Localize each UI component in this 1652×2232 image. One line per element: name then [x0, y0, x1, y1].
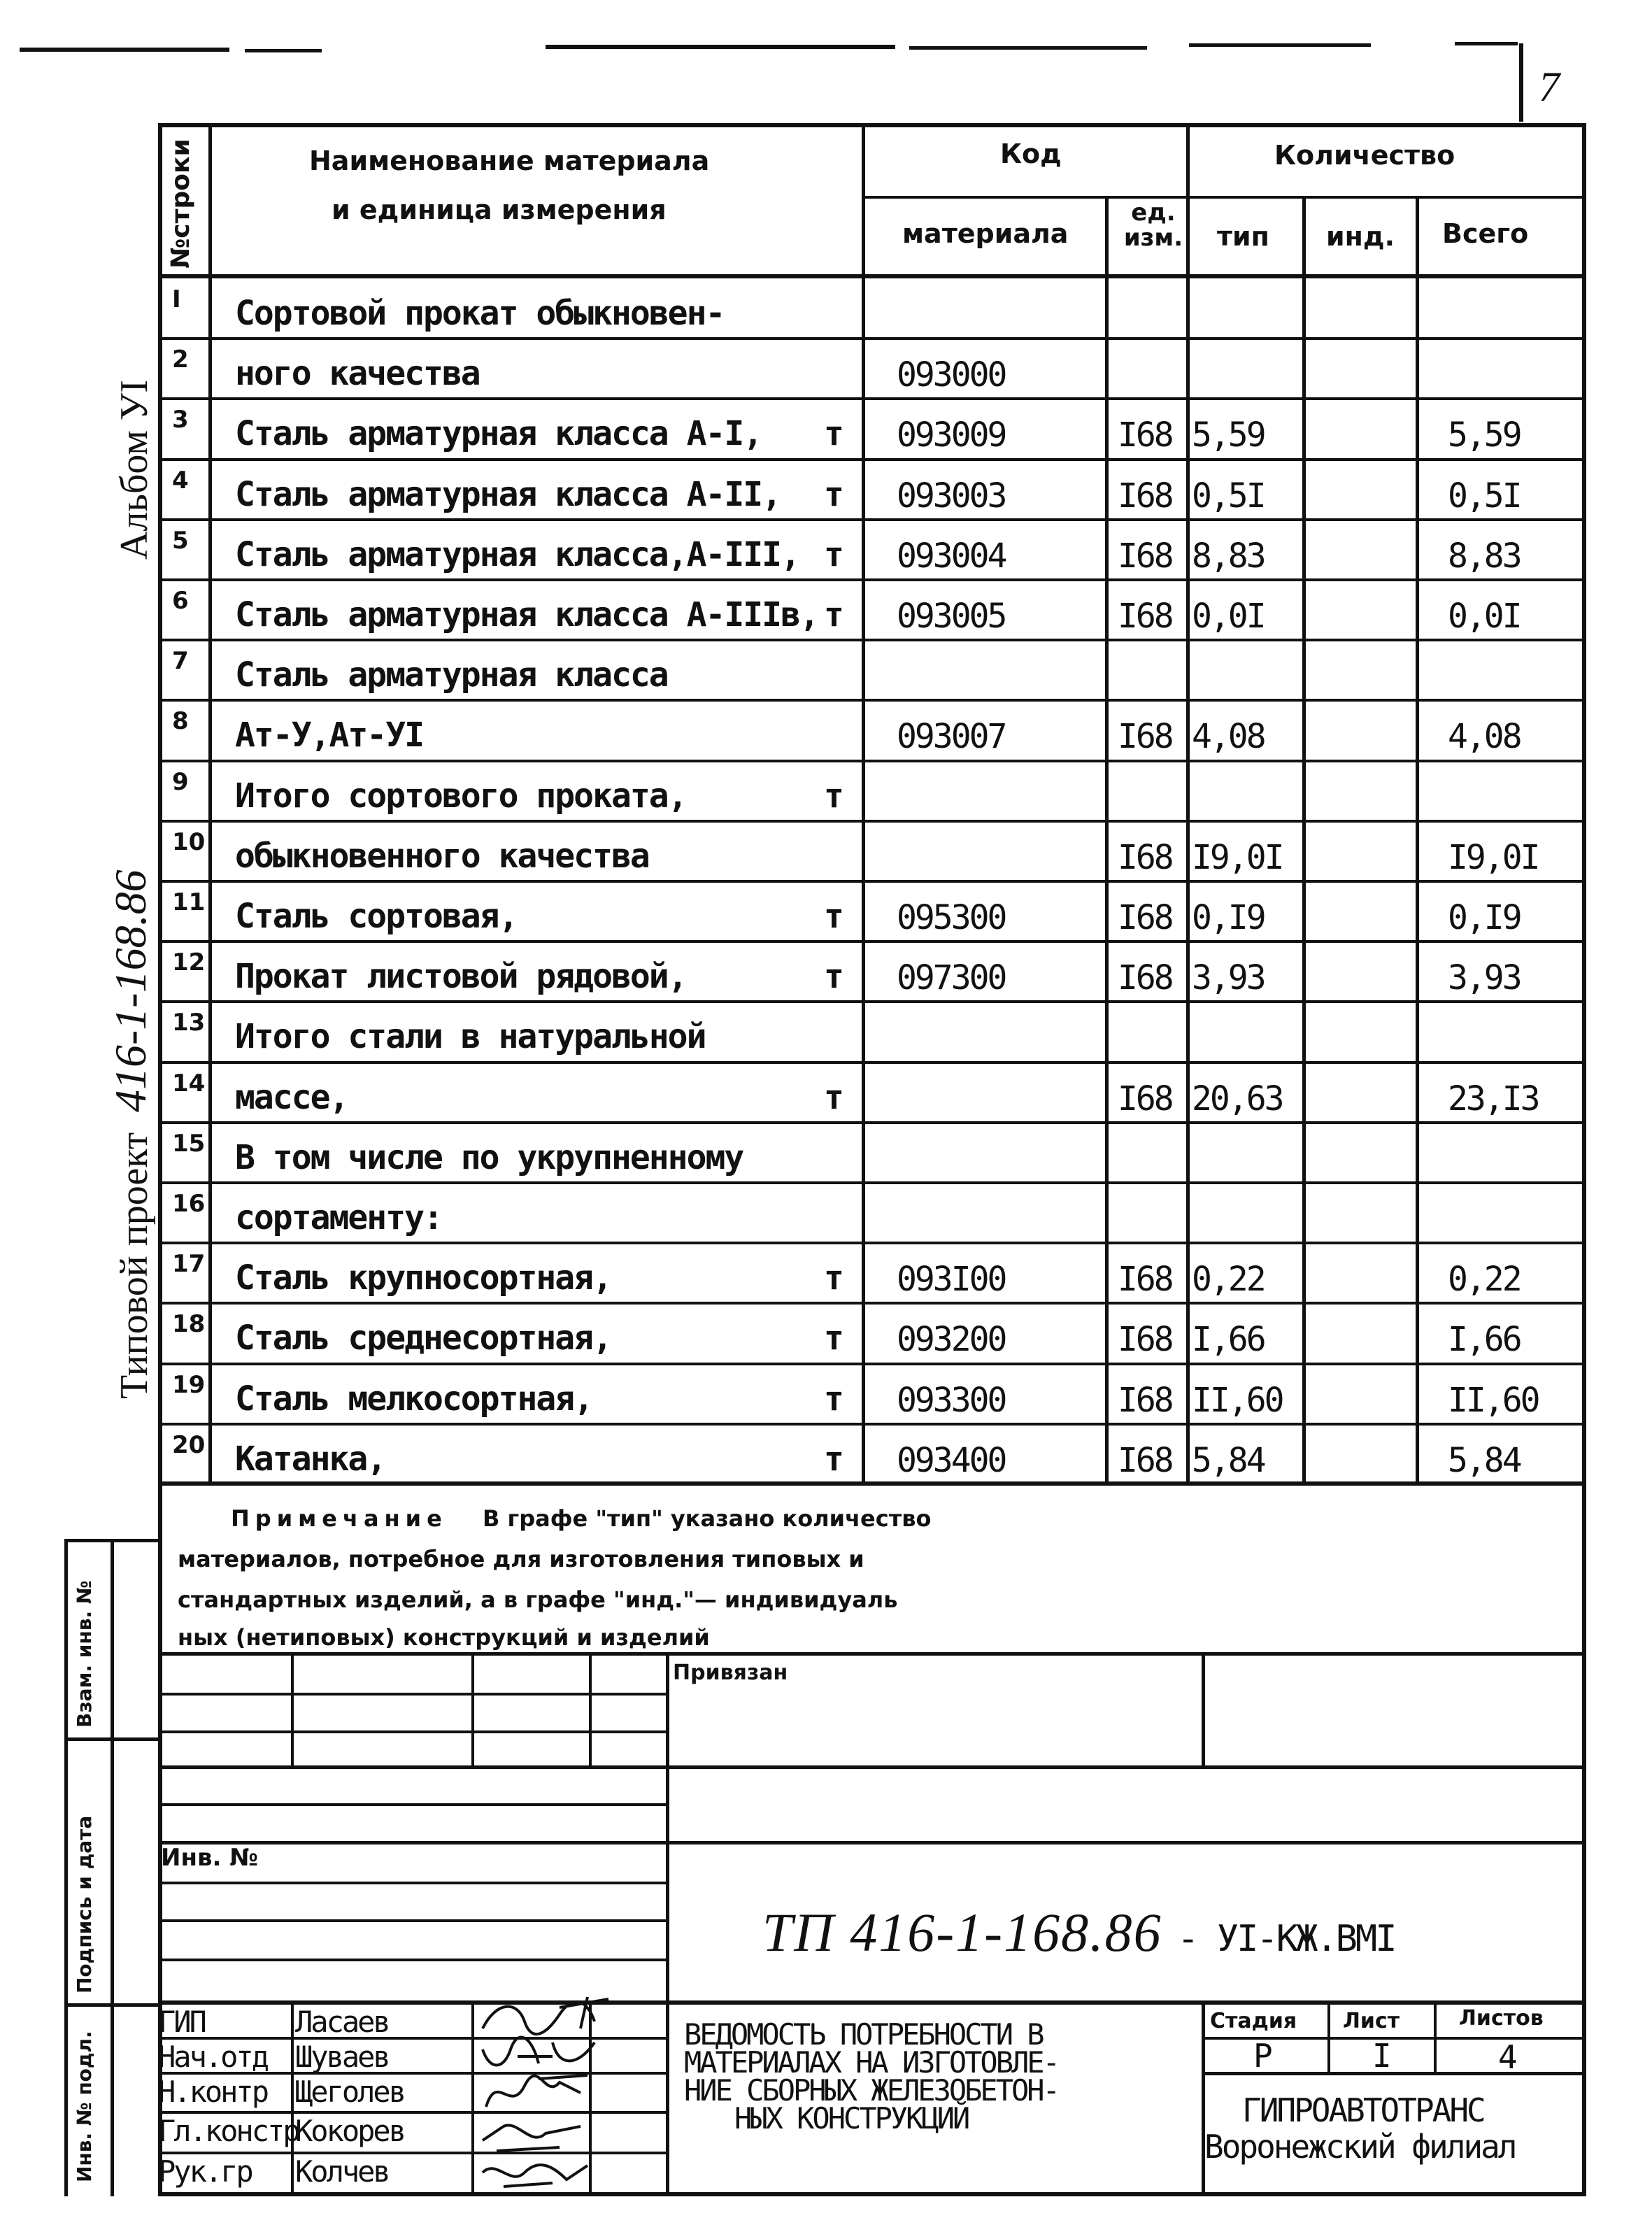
tb-line: [158, 1652, 1585, 1656]
header-type: тип: [1217, 221, 1269, 252]
top-dash: [20, 48, 229, 52]
row-unit-suffix: т: [824, 1078, 843, 1117]
row-unit-suffix: т: [824, 776, 843, 816]
top-dash: [1455, 42, 1518, 45]
header-total: Всего: [1442, 218, 1529, 249]
header-unit: ед. изм.: [1123, 199, 1183, 252]
table-bottom-border: [158, 2192, 1586, 2196]
table-top-border: [158, 123, 1585, 127]
signature-4: [476, 2112, 601, 2154]
top-dash: [546, 45, 895, 49]
stamp-vzam: Взам. инв. №: [73, 1580, 96, 1728]
staff-role: Гл.констр: [158, 2114, 299, 2148]
header-material: материала: [902, 218, 1069, 249]
row-name: обыкновенного качества: [235, 837, 649, 876]
top-dash: [909, 46, 1147, 50]
tb-vline: [471, 1652, 474, 1768]
row-total: 8,83: [1448, 536, 1521, 576]
sheet-value: I: [1372, 2037, 1392, 2075]
row-name: сортаменту:: [235, 1198, 442, 1237]
staff-name: Кокорев: [295, 2114, 405, 2148]
sheets-value: 4: [1498, 2038, 1518, 2076]
row-number: 20: [172, 1431, 206, 1459]
header-mid-line: [862, 196, 1585, 199]
typical-project-label: Типовой проект: [113, 1132, 156, 1399]
row-total: I,66: [1448, 1320, 1521, 1359]
row-number: 3: [172, 406, 189, 434]
row-number: 2: [172, 346, 189, 374]
staff-role: Н.контр: [158, 2075, 268, 2109]
row-code: 093005: [897, 597, 1006, 636]
row-number: 17: [172, 1250, 206, 1278]
stamp-inv-podl: Инв. № подл.: [73, 2031, 96, 2182]
row-type: 5,59: [1192, 415, 1265, 455]
row-unit-suffix: т: [824, 957, 843, 996]
top-dash: [1189, 43, 1371, 47]
signature-5: [476, 2152, 601, 2194]
tb-vline: [666, 1652, 669, 2195]
row-unit: I68: [1118, 898, 1172, 937]
row-line: [158, 880, 1585, 883]
staff-name: Шуваев: [295, 2040, 389, 2074]
row-number: 15: [172, 1130, 206, 1158]
row-type: I9,0I: [1192, 838, 1283, 877]
tb-vline: [1202, 1652, 1205, 1768]
tb-line: [158, 1730, 669, 1733]
row-line: [158, 337, 1585, 340]
row-name: Прокат листовой рядовой,: [235, 957, 687, 996]
tb-line: [158, 1481, 1585, 1486]
row-name: Сортовой прокат обыкновен-: [235, 294, 725, 333]
row-unit-suffix: т: [824, 414, 843, 453]
row-line: [158, 518, 1585, 521]
row-number: 16: [172, 1190, 206, 1218]
tb-line: [158, 1882, 669, 1884]
tb-line: [158, 1959, 669, 1961]
header-bottom-line: [158, 274, 1585, 278]
stamp-col-right: [111, 1539, 114, 2196]
row-name: Сталь арматурная класса А-I,: [235, 414, 762, 453]
row-number: 7: [172, 647, 189, 675]
row-line: [158, 397, 1585, 400]
note-line4: ных (нетиповых) конструкций и изделий: [178, 1624, 710, 1651]
row-unit: I68: [1118, 1441, 1172, 1480]
row-type: 0,22: [1192, 1260, 1265, 1299]
note-line1: В графе "тип" указано количество: [483, 1505, 932, 1532]
note-line2: материалов, потребное для изготовления типовых и: [178, 1546, 864, 1572]
row-unit-suffix: т: [824, 535, 843, 574]
stamp-top: [64, 1539, 162, 1542]
row-unit: I68: [1118, 838, 1172, 877]
page-number-box: [1519, 43, 1523, 122]
row-line: [158, 1061, 1585, 1064]
project-label: 416-1-168.86: [106, 869, 155, 1112]
signature-3: [476, 2072, 601, 2114]
doc-code-part1: ТП 416-1-168.86: [762, 1902, 1162, 1963]
col-line-ind: [1416, 197, 1419, 1483]
row-unit: I68: [1118, 536, 1172, 576]
stage-label: Стадия: [1210, 2009, 1297, 2033]
header-name-line1: Наименование материала: [309, 145, 710, 176]
row-type: 3,93: [1192, 958, 1265, 997]
row-number: 13: [172, 1009, 206, 1037]
row-unit: I68: [1118, 476, 1172, 516]
note-line3: стандартных изделий, а в графе "инд."— индивидуаль: [178, 1586, 898, 1613]
tb-vline: [1327, 2000, 1330, 2073]
header-quantity: Количество: [1274, 140, 1455, 171]
row-total: 4,08: [1448, 717, 1521, 756]
row-type: 20,63: [1192, 1079, 1283, 1118]
row-type: 0,5I: [1192, 476, 1265, 516]
tb-line: [158, 1919, 669, 1922]
row-unit: I68: [1118, 597, 1172, 636]
row-type: 0,I9: [1192, 898, 1265, 937]
row-type: 0,0I: [1192, 597, 1265, 636]
header-name-line2: и единица измерения: [332, 194, 667, 225]
inv-no-label: Инв. №: [161, 1844, 259, 1872]
org-line1: ГИПРОАВТОТРАНС: [1242, 2091, 1484, 2129]
row-code: 093400: [897, 1441, 1006, 1480]
row-name: Сталь сортовая,: [235, 897, 518, 936]
tb-line: [158, 1765, 1585, 1769]
row-type: I,66: [1192, 1320, 1265, 1359]
row-number: 18: [172, 1310, 206, 1338]
row-unit: I68: [1118, 1320, 1172, 1359]
tb-vline: [291, 1652, 294, 1768]
staff-name: Колчев: [295, 2154, 389, 2189]
row-unit: I68: [1118, 1381, 1172, 1420]
row-total: 0,I9: [1448, 898, 1521, 937]
row-name: Сталь среднесортная,: [235, 1318, 611, 1358]
row-unit: I68: [1118, 958, 1172, 997]
row-name: Сталь мелкосортная,: [235, 1379, 593, 1419]
row-name: Катанка,: [235, 1440, 386, 1479]
org-line2: Воронежский филиал: [1204, 2128, 1516, 2166]
doc-title-line1: ВЕДОМОСТЬ ПОТРЕБНОСТИ В: [684, 2017, 1043, 2052]
row-total: 5,84: [1448, 1441, 1521, 1480]
tb-vline: [1434, 2000, 1437, 2073]
row-number: 5: [172, 527, 189, 555]
row-unit: I68: [1118, 415, 1172, 455]
sheets-label: Листов: [1459, 2006, 1544, 2031]
note-title: Примечание: [231, 1505, 448, 1532]
row-total: 0,0I: [1448, 597, 1521, 636]
row-line: [158, 1121, 1585, 1124]
row-name: Сталь крупносортная,: [235, 1258, 611, 1298]
row-code: 093I00: [897, 1260, 1006, 1299]
row-unit-suffix: т: [824, 595, 843, 634]
row-unit-suffix: т: [824, 475, 843, 514]
col-line-type: [1302, 197, 1306, 1483]
row-code: 093000: [897, 355, 1006, 394]
row-code: 093300: [897, 1381, 1006, 1420]
top-dash: [245, 49, 322, 52]
row-type: 4,08: [1192, 717, 1265, 756]
stamp-div1: [64, 1737, 162, 1741]
row-code: 095300: [897, 898, 1006, 937]
tb-line: [158, 1803, 669, 1806]
header-row-no: №строки: [166, 138, 195, 269]
row-line: [158, 458, 1585, 461]
row-code: 093007: [897, 717, 1006, 756]
row-total: 0,22: [1448, 1260, 1521, 1299]
row-number: 11: [172, 888, 206, 916]
row-line: [158, 1302, 1585, 1305]
tb-vline: [589, 1652, 592, 1768]
row-code: 097300: [897, 958, 1006, 997]
row-number: 8: [172, 707, 189, 735]
signature-2: [476, 2035, 601, 2077]
row-total: 5,59: [1448, 415, 1521, 455]
col-line-rowno: [208, 123, 212, 1483]
row-number: 4: [172, 467, 189, 495]
staff-role: ГИП: [158, 2005, 205, 2039]
header-ind: инд.: [1326, 221, 1395, 252]
staff-role: Рук.гр: [158, 2154, 252, 2189]
staff-name: Ласаев: [295, 2005, 389, 2039]
row-name: ного качества: [235, 354, 480, 393]
tb-line: [158, 1693, 669, 1696]
row-name: Итого сортового проката,: [235, 776, 687, 816]
row-unit-suffix: т: [824, 897, 843, 936]
row-name: Сталь арматурная класса: [235, 655, 668, 695]
privyazan-label: Привязан: [673, 1661, 788, 1685]
row-total: 0,5I: [1448, 476, 1521, 516]
row-name: Сталь арматурная класса А-IIIв,: [235, 595, 818, 634]
row-name: Итого стали в натуральной: [235, 1017, 706, 1056]
row-name: Сталь арматурная класса А-II,: [235, 475, 781, 514]
doc-title-line4: НЫХ КОНСТРУКЦИЙ: [734, 2101, 969, 2135]
header-code: Код: [1000, 138, 1062, 169]
staff-name: Щеголев: [295, 2075, 405, 2109]
row-total: 23,I3: [1448, 1079, 1539, 1118]
row-name: массе,: [235, 1078, 348, 1117]
row-line: [158, 578, 1585, 581]
row-line: [158, 699, 1585, 702]
tb-vline: [291, 2000, 294, 2195]
row-line: [158, 1363, 1585, 1365]
row-number: 9: [172, 768, 189, 796]
tb-vline: [1202, 2000, 1205, 2195]
row-number: 14: [172, 1069, 206, 1097]
row-total: 3,93: [1448, 958, 1521, 997]
row-number: 10: [172, 828, 206, 856]
row-total: I9,0I: [1448, 838, 1539, 877]
col-line-name: [862, 123, 865, 1483]
row-total: II,60: [1448, 1381, 1539, 1420]
page-number: 7: [1539, 64, 1560, 110]
sheet-label: Лист: [1343, 2009, 1400, 2033]
row-code: 093003: [897, 476, 1006, 516]
row-line: [158, 1423, 1585, 1426]
row-number: I: [172, 285, 181, 313]
table-right-border: [1582, 123, 1586, 2195]
row-unit-suffix: т: [824, 1379, 843, 1419]
col-line-unit: [1186, 123, 1190, 1483]
doc-title-line3: НИЕ СБОРНЫХ ЖЕЛЕЗОБЕТОН-: [684, 2073, 1058, 2107]
row-name: В том числе по укрупненному: [235, 1138, 743, 1177]
staff-role: Нач.отд: [158, 2040, 268, 2074]
row-line: [158, 1242, 1585, 1244]
doc-title-line2: МАТЕРИАЛАХ НА ИЗГОТОВЛЕ-: [684, 2045, 1058, 2080]
row-line: [158, 820, 1585, 823]
row-number: 19: [172, 1371, 206, 1399]
row-number: 6: [172, 587, 189, 615]
row-code: 093200: [897, 1320, 1006, 1359]
row-unit-suffix: т: [824, 1258, 843, 1298]
row-unit: I68: [1118, 717, 1172, 756]
row-code: 093009: [897, 415, 1006, 455]
col-line-code: [1105, 197, 1109, 1483]
row-type: 8,83: [1192, 536, 1265, 576]
row-type: 5,84: [1192, 1441, 1265, 1480]
row-number: 12: [172, 948, 206, 976]
row-type: II,60: [1192, 1381, 1283, 1420]
row-line: [158, 639, 1585, 641]
row-line: [158, 1181, 1585, 1184]
tb-vline: [471, 2000, 474, 2195]
stamp-podpis: Подпись и дата: [73, 1815, 96, 1993]
row-code: 093004: [897, 536, 1006, 576]
row-unit-suffix: т: [824, 1440, 843, 1479]
tb-line: [158, 1841, 1585, 1844]
doc-code-part2: - УI-КЖ.ВМI: [1177, 1918, 1395, 1960]
row-name: Ат-У,Ат-УI: [235, 716, 423, 755]
stage-value: Р: [1253, 2037, 1273, 2075]
row-line: [158, 940, 1585, 943]
album-label: Альбом УI: [113, 379, 156, 560]
row-unit-suffix: т: [824, 1318, 843, 1358]
row-unit: I68: [1118, 1260, 1172, 1299]
row-line: [158, 760, 1585, 762]
row-unit: I68: [1118, 1079, 1172, 1118]
row-name: Сталь арматурная класса,А-III,: [235, 535, 799, 574]
doc-code: [762, 1901, 1395, 1964]
stamp-col-left: [64, 1539, 68, 2196]
stamp-div2: [64, 2003, 162, 2007]
row-line: [158, 1000, 1585, 1003]
